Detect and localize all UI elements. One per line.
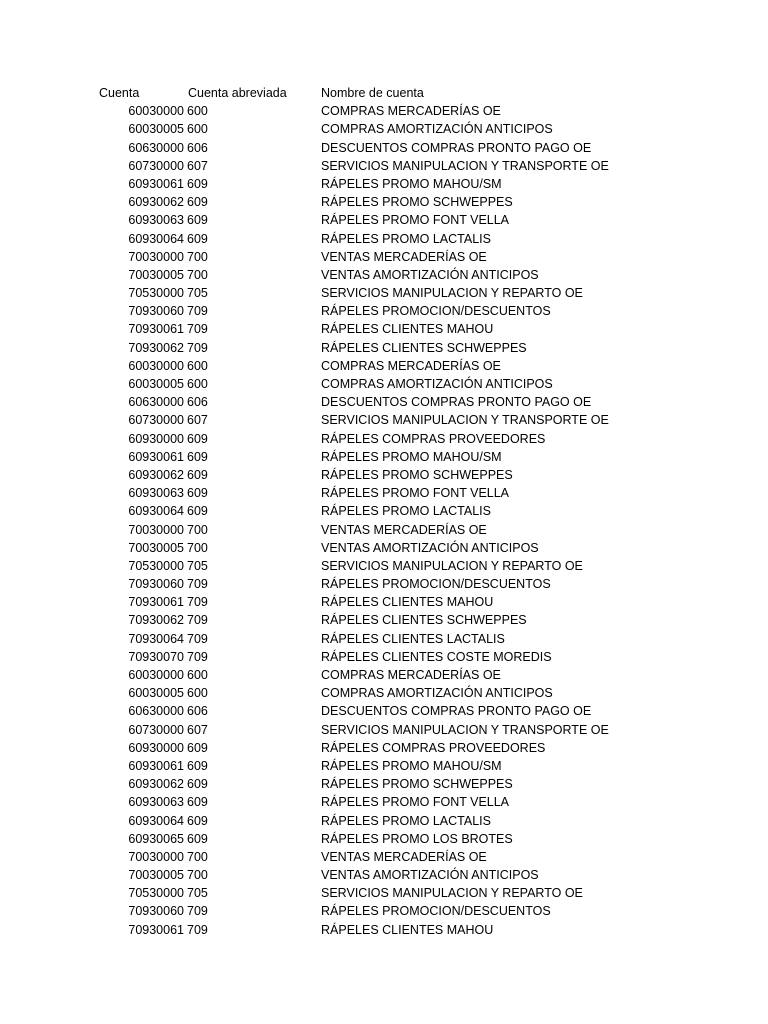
cell-cuenta-abreviada: 709 bbox=[187, 595, 208, 610]
cell-nombre-de-cuenta: RÁPELES PROMO FONT VELLA bbox=[321, 795, 510, 810]
cell-nombre-de-cuenta: COMPRAS MERCADERÍAS OE bbox=[321, 358, 501, 373]
cell-cuenta: 60730000 bbox=[128, 413, 184, 428]
cell-cuenta: 60030005 bbox=[128, 377, 184, 391]
table-row bbox=[0, 630, 768, 648]
cell-cuenta: 70930064 bbox=[128, 631, 184, 646]
cell-nombre-de-cuenta: SERVICIOS MANIPULACION Y TRANSPORTE OE bbox=[321, 158, 609, 173]
cell-cuenta-abreviada: 609 bbox=[187, 431, 208, 446]
cell-cuenta-abreviada: 705 bbox=[187, 558, 208, 573]
cell-cuenta-abreviada: 609 bbox=[187, 777, 208, 792]
table-row bbox=[0, 266, 768, 284]
table-row bbox=[0, 793, 768, 811]
header-row bbox=[0, 84, 768, 102]
cell-cuenta-abreviada: 709 bbox=[187, 922, 208, 937]
table-row bbox=[0, 120, 768, 138]
cell-nombre-de-cuenta: COMPRAS MERCADERÍAS OE bbox=[321, 104, 501, 119]
cell-nombre-de-cuenta: RÁPELES PROMOCION/DESCUENTOS bbox=[321, 577, 551, 592]
table-row bbox=[0, 648, 768, 666]
cell-cuenta-abreviada: 609 bbox=[187, 213, 208, 228]
cell-cuenta-abreviada: 709 bbox=[187, 322, 208, 337]
cell-cuenta-abreviada: 609 bbox=[187, 231, 208, 246]
cell-nombre-de-cuenta: RÁPELES PROMO LACTALIS bbox=[321, 813, 491, 828]
table-row bbox=[0, 557, 768, 575]
table-row bbox=[0, 339, 768, 357]
cell-nombre-de-cuenta: RÁPELES PROMO MAHOU/SM bbox=[321, 758, 502, 773]
cell-nombre-de-cuenta: VENTAS AMORTIZACIÓN ANTICIPOS bbox=[321, 868, 539, 883]
cell-cuenta-abreviada: 609 bbox=[187, 467, 208, 482]
cell-nombre-de-cuenta: RÁPELES PROMO LACTALIS bbox=[321, 504, 491, 519]
cell-cuenta-abreviada: 609 bbox=[187, 813, 208, 828]
cell-cuenta: 60930064 bbox=[128, 231, 184, 246]
cell-nombre-de-cuenta: RÁPELES PROMO FONT VELLA bbox=[321, 213, 510, 228]
cell-cuenta: 60930063 bbox=[128, 486, 184, 501]
table-row bbox=[0, 448, 768, 466]
cell-nombre-de-cuenta: COMPRAS AMORTIZACIÓN ANTICIPOS bbox=[321, 122, 553, 137]
cell-nombre-de-cuenta: SERVICIOS MANIPULACION Y TRANSPORTE OE bbox=[321, 413, 609, 428]
cell-cuenta-abreviada: 709 bbox=[187, 340, 208, 355]
cell-cuenta: 70530000 bbox=[128, 886, 184, 901]
cell-cuenta: 60930061 bbox=[128, 176, 184, 191]
cell-nombre-de-cuenta: RÁPELES PROMOCION/DESCUENTOS bbox=[321, 904, 551, 919]
cell-cuenta-abreviada: 709 bbox=[187, 631, 208, 646]
cell-cuenta: 70930060 bbox=[128, 304, 184, 319]
cell-cuenta: 60930061 bbox=[128, 449, 184, 464]
cell-nombre-de-cuenta: DESCUENTOS COMPRAS PRONTO PAGO OE bbox=[321, 704, 592, 719]
cell-cuenta-abreviada: 609 bbox=[187, 176, 208, 191]
cell-cuenta: 70930060 bbox=[128, 577, 184, 592]
table-row bbox=[0, 902, 768, 920]
cell-nombre-de-cuenta: DESCUENTOS COMPRAS PRONTO PAGO OE bbox=[321, 395, 592, 410]
cell-cuenta: 60930065 bbox=[128, 831, 184, 846]
accounts-sheet bbox=[0, 84, 768, 939]
cell-cuenta-abreviada: 600 bbox=[187, 104, 208, 119]
cell-cuenta: 70530000 bbox=[128, 558, 184, 573]
table-row bbox=[0, 684, 768, 702]
cell-nombre-de-cuenta: VENTAS MERCADERÍAS OE bbox=[321, 249, 487, 264]
cell-cuenta-abreviada: 600 bbox=[187, 668, 208, 682]
cell-cuenta: 70930061 bbox=[128, 595, 184, 610]
cell-cuenta-abreviada: 609 bbox=[187, 195, 208, 210]
header-cuenta-abreviada: Cuenta abreviada bbox=[188, 86, 287, 100]
cell-cuenta: 70930062 bbox=[128, 613, 184, 628]
cell-cuenta: 60030005 bbox=[128, 686, 184, 701]
cell-cuenta: 70930061 bbox=[128, 322, 184, 337]
table-row bbox=[0, 721, 768, 739]
table-row bbox=[0, 702, 768, 720]
account-rows bbox=[0, 102, 768, 939]
cell-cuenta: 70930061 bbox=[128, 922, 184, 937]
cell-cuenta: 70930070 bbox=[128, 649, 184, 664]
cell-nombre-de-cuenta: RÁPELES CLIENTES MAHOU bbox=[321, 322, 494, 337]
cell-cuenta: 60030000 bbox=[128, 668, 184, 682]
table-row bbox=[0, 866, 768, 884]
table-row bbox=[0, 393, 768, 411]
cell-cuenta: 70530000 bbox=[128, 286, 184, 301]
cell-cuenta-abreviada: 700 bbox=[187, 868, 208, 883]
table-row bbox=[0, 411, 768, 429]
table-row bbox=[0, 157, 768, 175]
cell-nombre-de-cuenta: COMPRAS AMORTIZACIÓN ANTICIPOS bbox=[321, 686, 553, 701]
cell-nombre-de-cuenta: RÁPELES CLIENTES COSTE MOREDIS bbox=[321, 649, 552, 664]
table-row bbox=[0, 848, 768, 866]
cell-nombre-de-cuenta: RÁPELES PROMO MAHOU/SM bbox=[321, 176, 502, 191]
cell-cuenta-abreviada: 709 bbox=[187, 649, 208, 664]
cell-nombre-de-cuenta: RÁPELES PROMO LOS BROTES bbox=[321, 831, 513, 846]
cell-cuenta-abreviada: 700 bbox=[187, 522, 208, 537]
table-row bbox=[0, 193, 768, 211]
cell-cuenta-abreviada: 600 bbox=[187, 377, 208, 391]
cell-cuenta-abreviada: 709 bbox=[187, 904, 208, 919]
cell-nombre-de-cuenta: RÁPELES PROMO SCHWEPPES bbox=[321, 195, 513, 210]
cell-nombre-de-cuenta: SERVICIOS MANIPULACION Y REPARTO OE bbox=[321, 558, 583, 573]
cell-nombre-de-cuenta: SERVICIOS MANIPULACION Y REPARTO OE bbox=[321, 286, 583, 301]
cell-cuenta: 60930063 bbox=[128, 213, 184, 228]
cell-nombre-de-cuenta: VENTAS MERCADERÍAS OE bbox=[321, 522, 487, 537]
table-row bbox=[0, 302, 768, 320]
cell-nombre-de-cuenta: RÁPELES COMPRAS PROVEEDORES bbox=[321, 431, 546, 446]
cell-nombre-de-cuenta: VENTAS AMORTIZACIÓN ANTICIPOS bbox=[321, 540, 539, 555]
table-row bbox=[0, 593, 768, 611]
header-nombre-de-cuenta: Nombre de cuenta bbox=[321, 86, 424, 100]
cell-nombre-de-cuenta: RÁPELES CLIENTES SCHWEPPES bbox=[321, 340, 527, 355]
table-row bbox=[0, 757, 768, 775]
table-row bbox=[0, 139, 768, 157]
cell-nombre-de-cuenta: RÁPELES PROMO LACTALIS bbox=[321, 231, 491, 246]
table-row bbox=[0, 230, 768, 248]
table-row bbox=[0, 284, 768, 302]
cell-cuenta-abreviada: 609 bbox=[187, 740, 208, 755]
cell-cuenta-abreviada: 709 bbox=[187, 304, 208, 319]
cell-cuenta-abreviada: 705 bbox=[187, 286, 208, 301]
cell-cuenta-abreviada: 705 bbox=[187, 886, 208, 901]
cell-cuenta: 60930064 bbox=[128, 504, 184, 519]
table-row bbox=[0, 211, 768, 229]
cell-cuenta: 60930000 bbox=[128, 431, 184, 446]
header-cuenta: Cuenta bbox=[99, 86, 140, 100]
cell-nombre-de-cuenta: RÁPELES CLIENTES LACTALIS bbox=[321, 631, 505, 646]
cell-nombre-de-cuenta: RÁPELES PROMOCION/DESCUENTOS bbox=[321, 304, 551, 319]
table-row bbox=[0, 502, 768, 520]
table-row bbox=[0, 666, 768, 684]
cell-nombre-de-cuenta: VENTAS MERCADERÍAS OE bbox=[321, 849, 487, 864]
table-row bbox=[0, 830, 768, 848]
cell-nombre-de-cuenta: RÁPELES PROMO MAHOU/SM bbox=[321, 449, 502, 464]
cell-cuenta: 70030005 bbox=[128, 540, 184, 555]
cell-cuenta-abreviada: 607 bbox=[187, 158, 208, 173]
cell-cuenta-abreviada: 606 bbox=[187, 395, 208, 410]
table-row bbox=[0, 357, 768, 375]
cell-cuenta: 60930061 bbox=[128, 758, 184, 773]
cell-cuenta: 70030000 bbox=[128, 849, 184, 864]
cell-nombre-de-cuenta: RÁPELES PROMO SCHWEPPES bbox=[321, 777, 513, 792]
cell-cuenta-abreviada: 700 bbox=[187, 540, 208, 555]
cell-cuenta-abreviada: 709 bbox=[187, 613, 208, 628]
table-row bbox=[0, 375, 768, 393]
cell-nombre-de-cuenta: RÁPELES PROMO SCHWEPPES bbox=[321, 467, 513, 482]
table-row bbox=[0, 575, 768, 593]
table-row bbox=[0, 884, 768, 902]
cell-cuenta: 60030000 bbox=[128, 104, 184, 119]
cell-cuenta: 60930064 bbox=[128, 813, 184, 828]
cell-nombre-de-cuenta: DESCUENTOS COMPRAS PRONTO PAGO OE bbox=[321, 140, 592, 155]
cell-cuenta-abreviada: 709 bbox=[187, 577, 208, 592]
cell-nombre-de-cuenta: RÁPELES CLIENTES MAHOU bbox=[321, 595, 494, 610]
table-row bbox=[0, 521, 768, 539]
cell-cuenta: 60730000 bbox=[128, 158, 184, 173]
cell-cuenta: 60030005 bbox=[128, 122, 184, 137]
cell-cuenta-abreviada: 700 bbox=[187, 267, 208, 282]
table-row bbox=[0, 539, 768, 557]
table-row bbox=[0, 921, 768, 939]
cell-cuenta: 60730000 bbox=[128, 722, 184, 737]
cell-cuenta: 70030000 bbox=[128, 249, 184, 264]
cell-nombre-de-cuenta: RÁPELES CLIENTES MAHOU bbox=[321, 922, 494, 937]
cell-cuenta-abreviada: 606 bbox=[187, 140, 208, 155]
cell-nombre-de-cuenta: COMPRAS AMORTIZACIÓN ANTICIPOS bbox=[321, 377, 553, 391]
cell-cuenta: 70030000 bbox=[128, 522, 184, 537]
cell-cuenta: 70030005 bbox=[128, 267, 184, 282]
cell-cuenta: 60930063 bbox=[128, 795, 184, 810]
cell-nombre-de-cuenta: VENTAS AMORTIZACIÓN ANTICIPOS bbox=[321, 267, 539, 282]
cell-cuenta: 60030000 bbox=[128, 358, 184, 373]
table-row bbox=[0, 739, 768, 757]
cell-cuenta: 60930062 bbox=[128, 467, 184, 482]
cell-cuenta-abreviada: 609 bbox=[187, 795, 208, 810]
table-row bbox=[0, 466, 768, 484]
cell-cuenta-abreviada: 606 bbox=[187, 704, 208, 719]
cell-nombre-de-cuenta: RÁPELES CLIENTES SCHWEPPES bbox=[321, 613, 527, 628]
table-row bbox=[0, 248, 768, 266]
cell-cuenta: 60930062 bbox=[128, 777, 184, 792]
cell-cuenta-abreviada: 600 bbox=[187, 686, 208, 701]
cell-cuenta-abreviada: 609 bbox=[187, 831, 208, 846]
cell-nombre-de-cuenta: COMPRAS MERCADERÍAS OE bbox=[321, 668, 501, 682]
cell-cuenta: 70930062 bbox=[128, 340, 184, 355]
cell-nombre-de-cuenta: SERVICIOS MANIPULACION Y TRANSPORTE OE bbox=[321, 722, 609, 737]
table-row bbox=[0, 320, 768, 338]
table-row bbox=[0, 102, 768, 120]
cell-cuenta: 60930000 bbox=[128, 740, 184, 755]
cell-nombre-de-cuenta: RÁPELES PROMO FONT VELLA bbox=[321, 486, 510, 501]
cell-cuenta-abreviada: 609 bbox=[187, 449, 208, 464]
cell-cuenta: 60930062 bbox=[128, 195, 184, 210]
cell-cuenta-abreviada: 609 bbox=[187, 758, 208, 773]
cell-cuenta-abreviada: 600 bbox=[187, 358, 208, 373]
table-row bbox=[0, 611, 768, 629]
cell-cuenta-abreviada: 609 bbox=[187, 486, 208, 501]
table-row bbox=[0, 175, 768, 193]
cell-cuenta: 70030005 bbox=[128, 868, 184, 883]
cell-cuenta: 60630000 bbox=[128, 395, 184, 410]
cell-cuenta-abreviada: 607 bbox=[187, 722, 208, 737]
cell-nombre-de-cuenta: SERVICIOS MANIPULACION Y REPARTO OE bbox=[321, 886, 583, 901]
cell-cuenta-abreviada: 600 bbox=[187, 122, 208, 137]
table-row bbox=[0, 430, 768, 448]
cell-cuenta-abreviada: 700 bbox=[187, 849, 208, 864]
table-row bbox=[0, 484, 768, 502]
table-row bbox=[0, 775, 768, 793]
cell-cuenta-abreviada: 700 bbox=[187, 249, 208, 264]
cell-cuenta: 60630000 bbox=[128, 140, 184, 155]
cell-cuenta: 60630000 bbox=[128, 704, 184, 719]
cell-cuenta-abreviada: 609 bbox=[187, 504, 208, 519]
cell-cuenta: 70930060 bbox=[128, 904, 184, 919]
cell-cuenta-abreviada: 607 bbox=[187, 413, 208, 428]
cell-nombre-de-cuenta: RÁPELES COMPRAS PROVEEDORES bbox=[321, 740, 546, 755]
table-row bbox=[0, 812, 768, 830]
